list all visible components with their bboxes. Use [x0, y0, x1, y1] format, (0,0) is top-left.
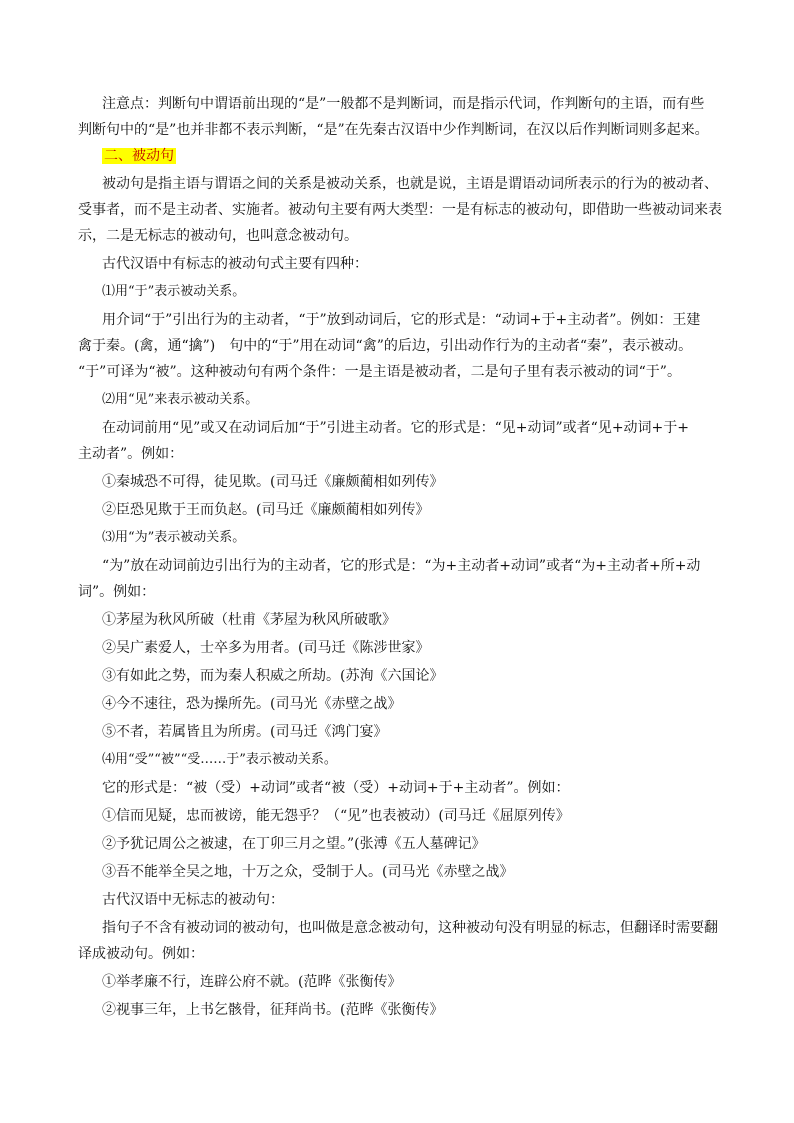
type1-line-2: 禽于秦。(禽，通“擒”) 句中的“于”用在动词“禽”的后边，引出动作行为的主动者“秦”，表示被动。: [78, 338, 693, 354]
type3-example: ④今不速往，恐为操所先。(司马光《赤壁之战》: [102, 696, 402, 712]
type3-line-1: “为”放在动词前边引出行为的主动者，它的形式是：“为+主动者+动词”或者“为+主动者+所+动: [102, 558, 701, 574]
type3-line-2: 词”。例如：: [78, 584, 156, 600]
note-line-2: 判断句中的“是”也并非都不表示判断，“是”在先秦古汉语中少作判断词，在汉以后作判断词则多起来。: [78, 122, 709, 138]
type4-example: ①信而见疑，忠而被谤，能无怨乎？（“见”也表被动）(司马迁《屈原列传》: [102, 808, 570, 824]
type2-example: ②臣恐见欺于王而负赵。(司马迁《廉颇蔺相如列传》: [102, 502, 430, 518]
type3-example: ②吴广素爱人，士卒多为用者。(司马迁《陈涉世家》: [102, 640, 430, 656]
type4-example: ②予犹记周公之被逮，在丁卯三月之望。”(张溥《五人墓碑记》: [102, 836, 486, 852]
type2-line-1: 在动词前用“见”或又在动词后加“于”引进主动者。它的形式是：“见+动词”或者“见+动词+于+: [102, 420, 690, 436]
type3-title: ⑶用“为”表示被动关系。: [102, 530, 246, 545]
unmarked-title: 古代汉语中无标志的被动句：: [102, 892, 284, 908]
section-title: 二、被动句: [104, 148, 174, 164]
type3-example: ③有如此之势，而为秦人积威之所劫。(苏洵《六国论》: [102, 668, 444, 684]
unmarked-line-1: 指句子不含有被动词的被动句，也叫做是意念被动句，这种被动句没有明显的标志，但翻译时需要翻: [102, 920, 718, 936]
type4-line-1: 它的形式是：“被（受）+动词”或者“被（受）+动词+于+主动者”。例如：: [102, 780, 570, 796]
note-line-1: 注意点：判断句中谓语前出现的“是”一般都不是判断词，而是指示代词，作判断句的主语，而有些: [102, 96, 705, 112]
intro-line-3: 示，二是无标志的被动句，也叫意念被动句。: [78, 228, 358, 244]
type2-line-2: 主动者”。例如：: [78, 446, 184, 462]
intro-line-1: 被动句是指主语与谓语之间的关系是被动关系，也就是说，主语是谓语动词所表示的行为的被动者、: [102, 176, 718, 192]
type4-example: ③吾不能举全吴之地，十万之众，受制于人。(司马光《赤壁之战》: [102, 864, 514, 880]
unmarked-example: ②视事三年，上书乞骸骨，征拜尚书。(范晔《张衡传》: [102, 1002, 444, 1018]
type2-title: ⑵用“见”来表示被动关系。: [102, 392, 259, 407]
intro-line-2: 受事者，而不是主动者、实施者。被动句主要有两大类型：一是有标志的被动句，即借助一些被动词来表: [78, 202, 722, 218]
type2-example: ①秦城恐不可得，徒见欺。(司马迁《廉颇蔺相如列传》: [102, 474, 444, 490]
type4-title: ⑷用“受”“被”“受……于”表示被动关系。: [102, 752, 337, 767]
type3-example: ①茅屋为秋风所破（杜甫《茅屋为秋风所破歌》: [102, 612, 396, 628]
unmarked-line-2: 译成被动句。例如：: [78, 946, 204, 962]
marked-intro: 古代汉语中有标志的被动句式主要有四种：: [102, 256, 368, 272]
type3-example: ⑤不者，若属皆且为所虏。(司马迁《鸿门宴》: [102, 724, 388, 740]
type1-title: ⑴用“于”表示被动关系。: [102, 284, 246, 299]
section-heading: [102, 144, 176, 168]
unmarked-example: ①举孝廉不行，连辟公府不就。(范晔《张衡传》: [102, 974, 402, 990]
type1-line-1: 用介词“于”引出行为的主动者，“于”放到动词后，它的形式是：“动词+于+主动者”。例如：王建: [102, 312, 701, 328]
type1-line-3: “于”可译为“被”。这种被动句有两个条件：一是主语是被动者，二是句子里有表示被动的词“于”。: [78, 364, 681, 380]
